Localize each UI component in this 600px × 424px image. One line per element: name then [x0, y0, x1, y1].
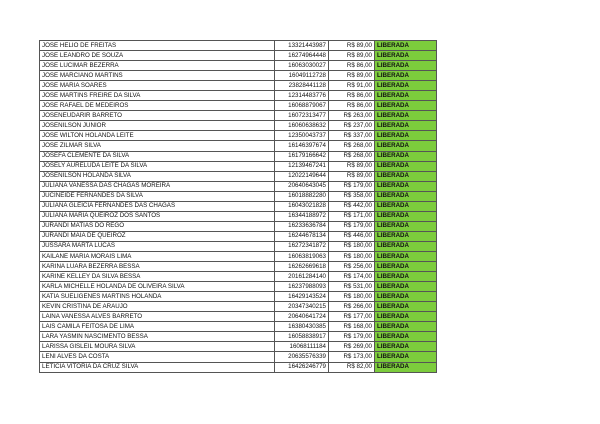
cell-status: LIBERADA: [375, 181, 437, 191]
cell-status: LIBERADA: [375, 251, 437, 261]
cell-status: LIBERADA: [375, 241, 437, 251]
table-row: [40, 141, 437, 151]
table-row: [40, 51, 437, 61]
cell-value: R$ 358,00: [329, 191, 375, 201]
cell-status: LIBERADA: [375, 312, 437, 322]
cell-value: R$ 168,00: [329, 322, 375, 332]
cell-value: R$ 256,00: [329, 262, 375, 272]
table-row: [40, 362, 437, 372]
cell-value: R$ 91,00: [329, 81, 375, 91]
cell-id: 16068879067: [275, 101, 329, 111]
cell-value: R$ 179,00: [329, 221, 375, 231]
cell-status: LIBERADA: [375, 81, 437, 91]
cell-id: 16060638632: [275, 121, 329, 131]
cell-value: R$ 268,00: [329, 151, 375, 161]
cell-name: LAINA VANESSA ALVES BARRETO: [40, 312, 275, 322]
cell-status: LIBERADA: [375, 302, 437, 312]
cell-id: 16043021828: [275, 201, 329, 211]
table-row: [40, 171, 437, 181]
cell-id: 16380430385: [275, 322, 329, 332]
cell-value: R$ 86,00: [329, 101, 375, 111]
cell-id: 16233636784: [275, 221, 329, 231]
cell-value: R$ 180,00: [329, 251, 375, 261]
cell-id: 16146397674: [275, 141, 329, 151]
cell-name: JOSENEUDARIR BARRETO: [40, 111, 275, 121]
cell-value: R$ 446,00: [329, 231, 375, 241]
table-row: [40, 91, 437, 101]
cell-status: LIBERADA: [375, 231, 437, 241]
cell-name: JOSE LEANDRO DE SOUZA: [40, 51, 275, 61]
cell-name: LARA YASMIN NASCIMENTO BESSA: [40, 332, 275, 342]
cell-name: JOSE WILTON HOLANDA LEITE: [40, 131, 275, 141]
cell-value: R$ 89,00: [329, 161, 375, 171]
cell-status: LIBERADA: [375, 141, 437, 151]
cell-status: LIBERADA: [375, 111, 437, 121]
cell-value: R$ 180,00: [329, 241, 375, 251]
cell-value: R$ 263,00: [329, 111, 375, 121]
cell-status: LIBERADA: [375, 191, 437, 201]
table-row: [40, 251, 437, 261]
cell-status: LIBERADA: [375, 362, 437, 372]
cell-name: KATIA SUELIGENES MARTINS HOLANDA: [40, 292, 275, 302]
cell-status: LIBERADA: [375, 272, 437, 282]
table-row: [40, 111, 437, 121]
cell-id: 12139467241: [275, 161, 329, 171]
cell-name: JOSELY AURELUDA LEITE DA SILVA: [40, 161, 275, 171]
table-row: [40, 81, 437, 91]
cell-value: R$ 177,00: [329, 312, 375, 322]
cell-value: R$ 173,00: [329, 352, 375, 362]
cell-id: 12314483776: [275, 91, 329, 101]
cell-id: 16274964448: [275, 51, 329, 61]
table-row: [40, 61, 437, 71]
cell-id: 16244678134: [275, 231, 329, 241]
cell-name: KARLA MICHELLE HOLANDA DE OLIVEIRA SILVA: [40, 282, 275, 292]
cell-value: R$ 237,00: [329, 121, 375, 131]
cell-status: LIBERADA: [375, 151, 437, 161]
cell-value: R$ 179,00: [329, 332, 375, 342]
cell-id: 20635576339: [275, 352, 329, 362]
table-row: [40, 292, 437, 302]
table-row: [40, 342, 437, 352]
table-row: [40, 221, 437, 231]
cell-status: LIBERADA: [375, 61, 437, 71]
cell-name: KEVIN CRISTINA DE ARAUJO: [40, 302, 275, 312]
cell-status: LIBERADA: [375, 51, 437, 61]
cell-id: 20161284140: [275, 272, 329, 282]
cell-id: 16179166642: [275, 151, 329, 161]
cell-status: LIBERADA: [375, 211, 437, 221]
cell-name: JULIANA GLEICIA FERNANDES DAS CHAGAS: [40, 201, 275, 211]
cell-id: 16272341872: [275, 241, 329, 251]
cell-name: JULIANA VANESSA DAS CHAGAS MOREIRA: [40, 181, 275, 191]
cell-value: R$ 89,00: [329, 171, 375, 181]
table-row: [40, 181, 437, 191]
cell-status: LIBERADA: [375, 221, 437, 231]
cell-name: JUCINEIDE FERNANDES DA SILVA: [40, 191, 275, 201]
cell-id: 12022149644: [275, 171, 329, 181]
table-row: [40, 201, 437, 211]
cell-name: JUSSARA MARTA LUCAS: [40, 241, 275, 251]
cell-status: LIBERADA: [375, 71, 437, 81]
cell-status: LIBERADA: [375, 171, 437, 181]
cell-id: 20640643045: [275, 181, 329, 191]
cell-id: 16429143524: [275, 292, 329, 302]
cell-status: LIBERADA: [375, 91, 437, 101]
cell-id: 16049112728: [275, 71, 329, 81]
table-row: [40, 231, 437, 241]
cell-id: 16426246779: [275, 362, 329, 372]
cell-status: LIBERADA: [375, 41, 437, 51]
cell-name: JOSE MARIA SOARES: [40, 81, 275, 91]
cell-id: 16063819063: [275, 251, 329, 261]
cell-id: 20640641724: [275, 312, 329, 322]
cell-name: JOSE LUCIMAR BEZERRA: [40, 61, 275, 71]
cell-status: LIBERADA: [375, 121, 437, 131]
cell-id: 16068111184: [275, 342, 329, 352]
table-row: [40, 312, 437, 322]
table-row: [40, 211, 437, 221]
table-row: [40, 161, 437, 171]
table-row: [40, 241, 437, 251]
cell-name: KAILANE MARIA MORAIS LIMA: [40, 251, 275, 261]
cell-status: LIBERADA: [375, 282, 437, 292]
cell-value: R$ 86,00: [329, 91, 375, 101]
cell-value: R$ 82,00: [329, 362, 375, 372]
table-row: [40, 282, 437, 292]
table-row: [40, 41, 437, 51]
cell-name: JOSE MARTINS FREIRE DA SILVA: [40, 91, 275, 101]
cell-status: LIBERADA: [375, 161, 437, 171]
table-row: [40, 191, 437, 201]
cell-id: 16058838917: [275, 332, 329, 342]
cell-value: R$ 337,00: [329, 131, 375, 141]
cell-id: 20347340215: [275, 302, 329, 312]
table-row: [40, 131, 437, 141]
table-row: [40, 121, 437, 131]
table-row: [40, 352, 437, 362]
cell-name: JURANDI MATIAS DO REGO: [40, 221, 275, 231]
cell-status: LIBERADA: [375, 201, 437, 211]
cell-name: JURANDI MAIA DE QUEIROZ: [40, 231, 275, 241]
cell-value: R$ 531,00: [329, 282, 375, 292]
cell-id: 16063030027: [275, 61, 329, 71]
cell-name: JOSEFA CLEMENTE DA SILVA: [40, 151, 275, 161]
cell-name: JOSE RAFAEL DE MEDEIROS: [40, 101, 275, 111]
cell-name: LENI ALVES DA COSTA: [40, 352, 275, 362]
cell-status: LIBERADA: [375, 332, 437, 342]
cell-name: JOSE MARCIANO MARTINS: [40, 71, 275, 81]
cell-name: JOSE ZILMAR SILVA: [40, 141, 275, 151]
cell-status: LIBERADA: [375, 342, 437, 352]
cell-name: KARINE KELLEY DA SILVA BESSA: [40, 272, 275, 282]
cell-id: 16237988093: [275, 282, 329, 292]
cell-status: LIBERADA: [375, 322, 437, 332]
cell-value: R$ 171,00: [329, 211, 375, 221]
cell-status: LIBERADA: [375, 101, 437, 111]
cell-id: 16018882280: [275, 191, 329, 201]
cell-status: LIBERADA: [375, 262, 437, 272]
cell-id: 16344188972: [275, 211, 329, 221]
table-row: [40, 262, 437, 272]
table-row: [40, 302, 437, 312]
cell-value: R$ 89,00: [329, 51, 375, 61]
cell-name: JOSE HELIO DE FREITAS: [40, 41, 275, 51]
cell-value: R$ 442,00: [329, 201, 375, 211]
cell-name: KARINA LUARA BEZERRA BESSA: [40, 262, 275, 272]
cell-id: 16072313477: [275, 111, 329, 121]
cell-name: JOSENILSON JUNIOR: [40, 121, 275, 131]
payment-table: [39, 40, 437, 373]
table-row: [40, 322, 437, 332]
cell-value: R$ 174,00: [329, 272, 375, 282]
cell-value: R$ 269,00: [329, 342, 375, 352]
cell-status: LIBERADA: [375, 352, 437, 362]
table-body: [40, 41, 437, 373]
cell-status: LIBERADA: [375, 131, 437, 141]
cell-status: LIBERADA: [375, 292, 437, 302]
cell-name: JOSENILSON HOLANDA SILVA: [40, 171, 275, 181]
cell-value: R$ 180,00: [329, 292, 375, 302]
cell-id: 23828441128: [275, 81, 329, 91]
cell-name: LARISSA GISLEIL MOURA SILVA: [40, 342, 275, 352]
cell-value: R$ 89,00: [329, 71, 375, 81]
cell-value: R$ 86,00: [329, 61, 375, 71]
cell-id: 16262669618: [275, 262, 329, 272]
table-row: [40, 151, 437, 161]
cell-value: R$ 179,00: [329, 181, 375, 191]
cell-value: R$ 266,00: [329, 302, 375, 312]
cell-id: 12350043737: [275, 131, 329, 141]
table-row: [40, 71, 437, 81]
cell-name: JULIANA MARIA QUEIROZ DOS SANTOS: [40, 211, 275, 221]
table-row: [40, 272, 437, 282]
table-row: [40, 332, 437, 342]
cell-name: LAIS CAMILA FEITOSA DE LIMA: [40, 322, 275, 332]
cell-id: 13321443987: [275, 41, 329, 51]
cell-name: LETICIA VITORIA DA CRUZ SILVA: [40, 362, 275, 372]
cell-value: R$ 89,00: [329, 41, 375, 51]
cell-value: R$ 268,00: [329, 141, 375, 151]
table-row: [40, 101, 437, 111]
